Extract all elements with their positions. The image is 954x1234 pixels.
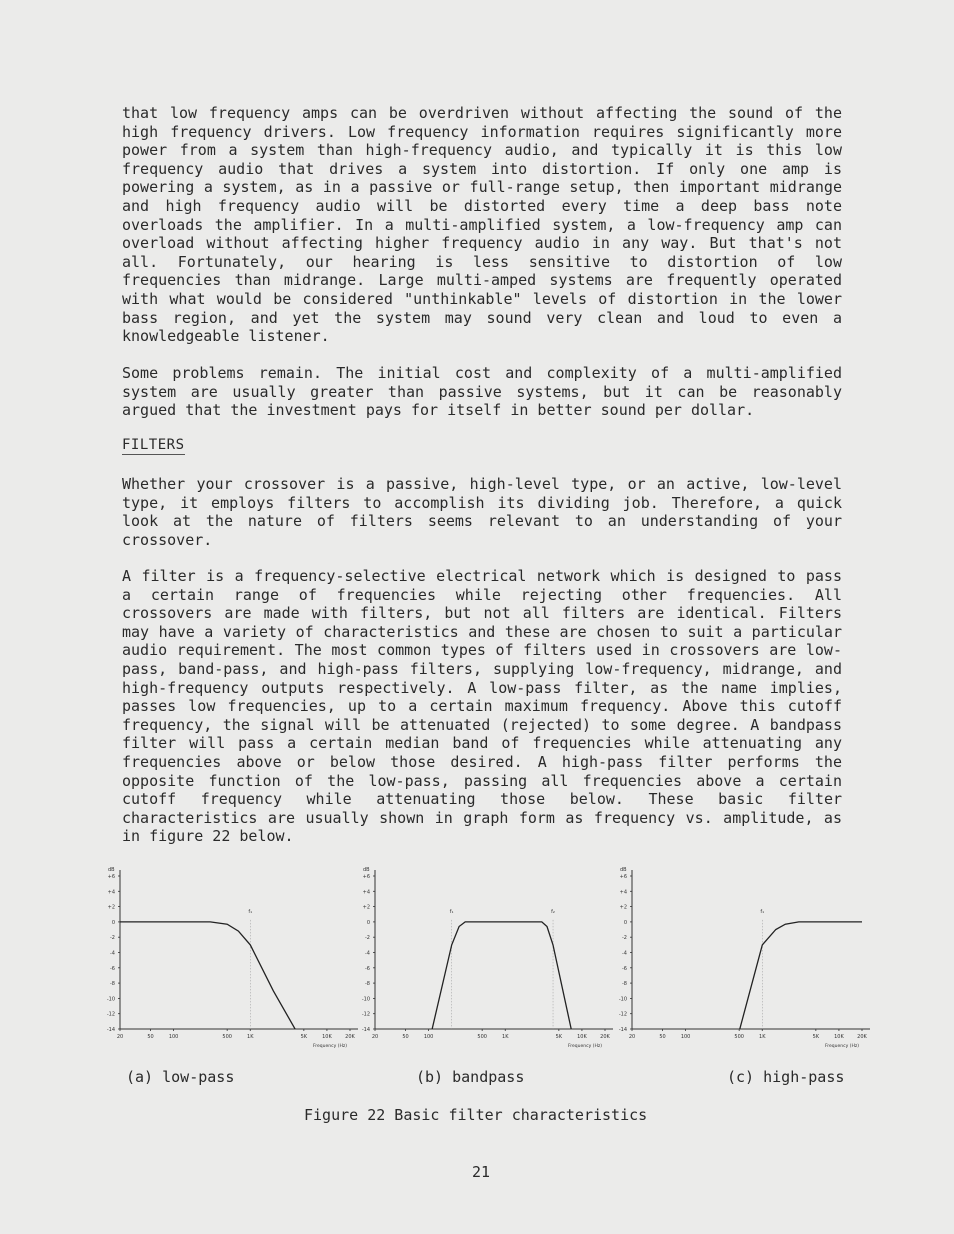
y-axis-label: dB (108, 867, 115, 873)
figure-caption: Figure 22 Basic filter characteristics (304, 1106, 648, 1124)
y-tick-label: -12 (361, 1011, 370, 1018)
y-tick-label: -10 (361, 996, 370, 1003)
x-tick-label: 100 (168, 1034, 179, 1040)
cutoff-label: f₁ (760, 908, 765, 915)
x-axis-label: Frequency (Hz) (825, 1044, 859, 1049)
chart-lowpass (100, 866, 360, 1060)
y-tick-label: -8 (110, 981, 115, 988)
caption-highpass: (c) high-pass (727, 1068, 845, 1086)
y-tick-label: -6 (622, 965, 627, 972)
x-axis-label: Frequency (Hz) (313, 1044, 347, 1049)
y-tick-label: -10 (618, 996, 627, 1003)
y-tick-label: -8 (622, 981, 627, 988)
cutoff-label: f₁ (449, 908, 454, 915)
x-tick-label: 50 (402, 1034, 409, 1040)
y-tick-label: -14 (361, 1027, 370, 1033)
y-tick-label: -10 (106, 996, 115, 1003)
x-tick-label: 50 (147, 1034, 154, 1040)
y-tick-label: -14 (618, 1027, 627, 1033)
x-tick-label: 500 (477, 1034, 487, 1040)
caption-lowpass: (a) low-pass (126, 1068, 235, 1086)
y-tick-label: +2 (362, 904, 370, 911)
chart-lowpass-svg (100, 866, 360, 1056)
y-tick-label: +6 (619, 874, 627, 880)
paragraph-2: Some problems remain. The initial cost and complexity of a multi-amplified system are usually greater than passive systems, but it can be reasonably argued that the investment pays for itself in better sound per dollar. (122, 364, 842, 420)
y-tick-label: -6 (365, 965, 370, 972)
chart-bandpass (355, 866, 615, 1060)
x-tick-label: 10K (834, 1034, 844, 1040)
x-tick-label: 20 (628, 1034, 636, 1040)
y-tick-label: -6 (110, 965, 115, 972)
x-tick-label: 20 (371, 1034, 379, 1040)
paragraph-4: A filter is a frequency-selective electrical network which is designed to pass a certain range of frequencies while rejecting other frequencies. All crossovers are made with filters, but not all filters are identical. Filters may have a variety of characteristics and these are chosen to suit a particular audio requirement. The most common types of filters used in crossovers are low-pass, band-pass, and high-pass filters, supplying low-frequency, midrange, and high-frequency outputs respectively. A low-pass filter, as the name implies, passes low frequencies, up to a certain maximum frequency. Above this cutoff frequency, the signal will be attenuated (rejected) to some degree. A bandpass filter will pass a certain median band of frequencies while attenuating any frequencies above or below those desired. A high-pass filter performs the opposite function of the low-pass, passing all frequencies above a certain cutoff frequency while attenuating those below. These basic filter characteristics are usually shown in graph form as frequency vs. amplitude, as in figure 22 below. (122, 567, 842, 846)
filter-response-line (120, 922, 304, 1044)
x-tick-label: 5K (812, 1034, 820, 1040)
page-number: 21 (472, 1163, 491, 1181)
x-tick-label: 20K (857, 1034, 867, 1040)
x-tick-label: 5K (555, 1034, 563, 1040)
caption-bandpass: (b) bandpass (416, 1068, 525, 1086)
x-tick-label: 10K (322, 1034, 332, 1040)
y-tick-label: 0 (366, 919, 370, 926)
y-tick-label: -12 (618, 1011, 627, 1018)
y-tick-label: -4 (622, 950, 627, 957)
y-tick-label: +2 (619, 904, 627, 911)
x-tick-label: 500 (222, 1034, 232, 1040)
y-tick-label: -4 (110, 950, 115, 957)
y-tick-label: +2 (107, 904, 115, 911)
x-tick-label: 1K (759, 1034, 766, 1040)
cutoff-label: f₁ (248, 908, 253, 915)
y-tick-label: -4 (365, 950, 370, 957)
y-tick-label: 0 (111, 919, 115, 926)
x-tick-label: 100 (423, 1034, 434, 1040)
y-tick-label: -8 (365, 981, 370, 988)
y-tick-label: +4 (362, 889, 370, 896)
paragraph-3: Whether your crossover is a passive, high-level type, or an active, low-level type, it employs filters to accomplish its dividing job. Therefore, a quick look at the nature of filters seems relevant to an understanding of your crossover. (122, 475, 842, 549)
y-tick-label: -14 (106, 1027, 115, 1033)
section-heading: FILTERS (122, 437, 185, 453)
y-tick-label: +4 (619, 889, 627, 896)
x-axis-label: Frequency (Hz) (568, 1044, 602, 1049)
x-tick-label: 1K (247, 1034, 254, 1040)
y-tick-label: +6 (362, 874, 370, 880)
filter-response-line (429, 922, 575, 1044)
filter-response-line (736, 922, 862, 1044)
x-tick-label: 500 (734, 1034, 744, 1040)
x-tick-label: 100 (680, 1034, 691, 1040)
x-tick-label: 50 (659, 1034, 666, 1040)
y-axis-label: dB (363, 867, 370, 873)
y-tick-label: -2 (365, 935, 370, 942)
y-tick-label: +6 (107, 874, 115, 880)
x-tick-label: 1K (502, 1034, 509, 1040)
y-tick-label: +4 (107, 889, 115, 896)
x-tick-label: 20 (116, 1034, 124, 1040)
x-tick-label: 5K (300, 1034, 308, 1040)
y-tick-label: -2 (622, 935, 627, 942)
y-tick-label: 0 (623, 919, 627, 926)
paragraph-1: that low frequency amps can be overdriven without affecting the sound of the high frequency drivers. Low frequency information requires significantly more power from a system than high-frequency audio, and typically it is this low frequency audio that drives a system into distortion. If only one amp is powering a system, as in a passive or full-range setup, then important midrange and high frequency audio will be distorted every time a deep bass note overloads the amplifier. In a multi-amplified system, a low-frequency amp can overload without affecting higher frequency audio in any way. But that's not all. Fortunately, our hearing is less sensitive to distortion of low frequencies than midrange. Large multi-amped systems are frequently operated with what would be considered "unthinkable" levels of distortion in the lower bass region, and yet the system may sound very clean and loud to even a knowledgeable listener. (122, 104, 842, 346)
x-tick-label: 20K (345, 1034, 355, 1040)
cutoff-label: f₂ (551, 908, 555, 915)
x-tick-label: 20K (600, 1034, 610, 1040)
y-tick-label: -12 (106, 1011, 115, 1018)
x-tick-label: 10K (577, 1034, 587, 1040)
y-tick-label: -2 (110, 935, 115, 942)
chart-highpass (612, 866, 872, 1060)
chart-bandpass-svg (355, 866, 615, 1056)
y-axis-label: dB (620, 867, 627, 873)
chart-highpass-svg (612, 866, 872, 1056)
